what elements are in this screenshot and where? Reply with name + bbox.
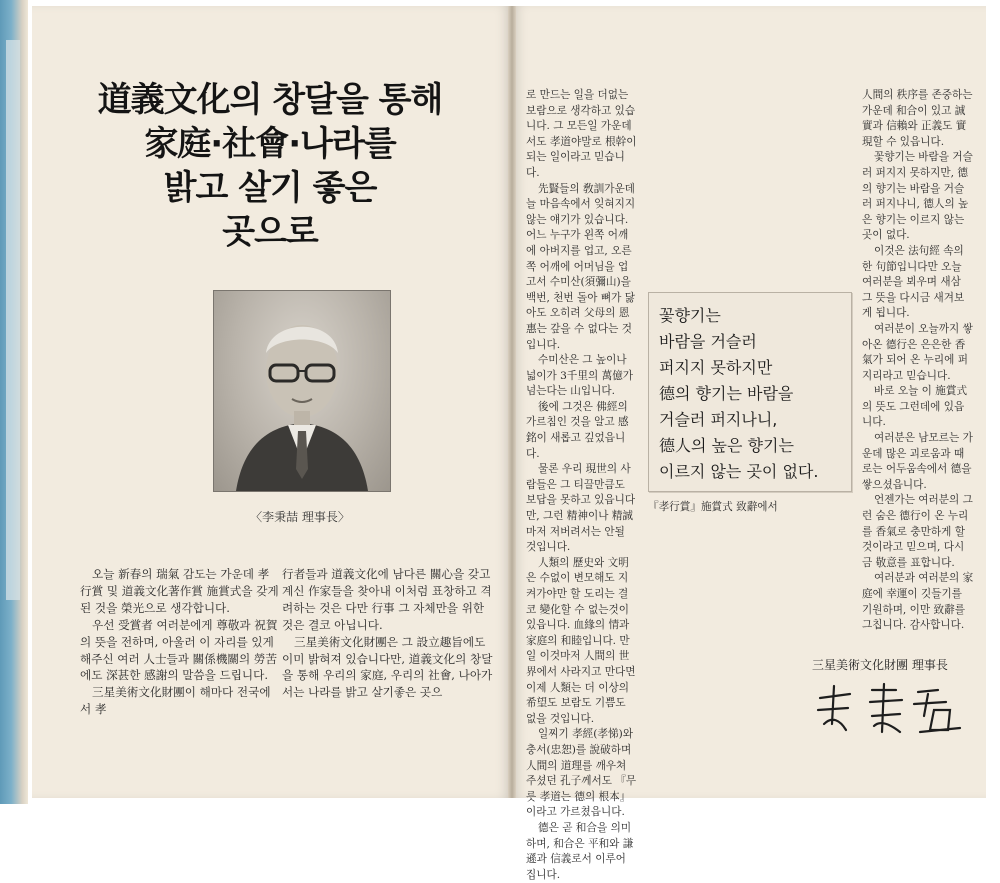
paragraph: 일찌기 孝經(孝悌)와 충서(忠恕)를 說破하며 人間의 道理를 깨우쳐 주셨던 孔子께서도 『무릇 孝道는 德의 根本』이라고 가르쳤읍니다. [526,728,637,819]
paragraph: 여러분은 남모르는 가운데 많은 괴로움과 때로는 어두움속에서 德을 쌓으셨읍니다. [862,432,973,491]
left-column-1 [80,566,280,718]
paragraph: 바로 오늘 이 施賞式의 뜻도 그런데에 있읍니다. [862,385,968,429]
portrait-photo [213,290,391,492]
paragraph: 수미산은 그 높이나 넓이가 3千里의 萬億가 넘는다는 山입니다. [526,354,634,398]
paragraph: 언젠가는 여러분의 그런 숨은 德行이 온 누리를 香氣로 충만하게 할것이라고 믿으며, 다시금 敬意를 표합니다. [862,494,973,569]
handwritten-signature [810,680,970,744]
pull-quote-line: 바람을 거슬러 [659,332,757,351]
headline-line-4: 곳으로 [222,212,318,252]
right-column-2 [862,88,974,634]
paragraph: 人間의 秩序를 존중하는 가운데 和合이 있고 誠實과 信賴와 正義도 實現할 수 있읍니다. [862,89,973,148]
paragraph: 先賢들의 敎訓가운데 늘 마음속에서 잊혀지지 않는 얘기가 있습니다. 어느 누구가 왼쪽 어깨에 아버지를 업고, 오른쪽 어깨에 어머님을 업고서 수미산(須彌山)을 백번, 천번 돌아 뼈가 닳아도 오히려 父母의 恩惠는 갚을 수 없다는 것입니다. [526,182,636,351]
article-headline [80,78,460,254]
paragraph: 로 만드는 일을 더없는 보람으로 생각하고 있습니다. 그 모든일 가운데서도 孝道야말로 根幹이 되는 일이라고 믿습니다. [526,89,637,179]
adjacent-page-strip [6,40,20,600]
paragraph: 꽃향기는 바람을 거슬러 퍼지지 못하지만, 德의 향기는 바람을 거슬러 퍼지나니, 德人의 높은 향기는 이르지 않는 곳이 없다. [862,151,973,242]
pull-quote-box [648,292,852,492]
source-note-block [648,500,858,516]
pull-quote-line: 퍼지지 못하지만 [659,358,773,377]
headline-line-2: 家庭·社會·나라를 [144,124,396,164]
paragraph: 三星美術文化財團은 그 設立趣旨에도 이미 밝혀져 있습니다만, 道義文化의 창달을 통해 우리의 家庭, 우리의 社會, 나아가서는 나라를 밝고 살기좋은 곳으 [282,634,493,700]
headline-line-1: 道義文化의 창달을 통해 [97,80,443,120]
book-gutter [508,6,516,798]
paragraph: 三星美術文化財團이 해마다 전국에서 孝 [80,685,271,717]
signature-title: 三星美術文化財團 理事長 [812,658,948,672]
pull-quote-line: 德人의 높은 향기는 [659,436,794,455]
paragraph: 물론 우리 現世의 사람들은 그 티끌만큼도 보답을 못하고 있읍니다만, 그런 精神이나 精誠마저 저버려서는 안될 것입니다. [526,463,636,554]
paragraph: 여러분과 여러분의 家庭에 幸運이 깃들기를 기원하며, 이만 致辭를 그칩니다. 감사합니다. [862,572,974,632]
right-column-1 [526,88,638,883]
headline-line-3: 밝고 살기 좋은 [163,168,377,208]
pull-quote-line: 德의 향기는 바람을 [659,384,794,403]
paragraph: 여러분이 오늘까지 쌓아온 德行은 은은한 香氣가 되어 온 누리에 퍼지리라고 믿습니다. [862,322,973,382]
signature-strokes [810,680,970,740]
paragraph: 이것은 法句經 속의 한 句節입니다만 오늘 여러분을 뵈우며 새삼 그 뜻을 다시금 새겨보게 됩니다. [862,244,965,320]
pull-quote-line: 거슬러 퍼지나니, [659,410,778,429]
paragraph: 오늘 新春의 瑞氣 감도는 가운데 孝行賞 및 道義文化著作賞 施賞式을 갖게 된 것을 榮光으로 생각합니다. [80,567,279,615]
paragraph: 人類의 歷史와 文明은 수없이 변모해도 지켜가야만 할 도리는 결코 變化할 수 없는것이 있읍니다. 血緣의 情과 家庭의 和睦입니다. 만일 이것마저 人間의 世界에서 사라지고 만다면 이제 人類는 더 이상의 希望도 보람도 기쁨도 없을 것입니다. [526,556,636,725]
pull-quote-line: 꽃향기는 [659,306,721,325]
pull-quote-line: 이르지 않는 곳이 없다. [659,462,819,481]
source-note: 『孝行賞』施賞式 致辭에서 [648,501,778,513]
paragraph: 德은 곧 和合을 의미하며, 和合은 平和와 謙遜과 信義로서 이루어 집니다. [526,821,634,881]
left-column-2 [282,566,498,701]
photo-caption: 〈李秉喆 理事長〉 [250,510,350,524]
paragraph: 行者들과 道義文化에 남다른 關心을 갖고 계신 作家들을 찾아내 이처럼 표창하고 격려하는 것은 다만 行事 그 자체만을 위한 것은 결코 아닙니다. [282,567,492,632]
paragraph: 우선 受賞者 여러분에게 尊敬과 祝賀의 뜻을 전하며, 아울러 이 자리를 있게 해주신 여러 人士들과 關係機關의 勞苦에도 深甚한 感謝의 말씀을 드립니다. [80,617,278,683]
portrait-figure [214,291,390,491]
paragraph: 後에 그것은 佛經의 가르침인 것을 알고 感銘이 새롭고 깊었읍니다. [526,400,629,460]
